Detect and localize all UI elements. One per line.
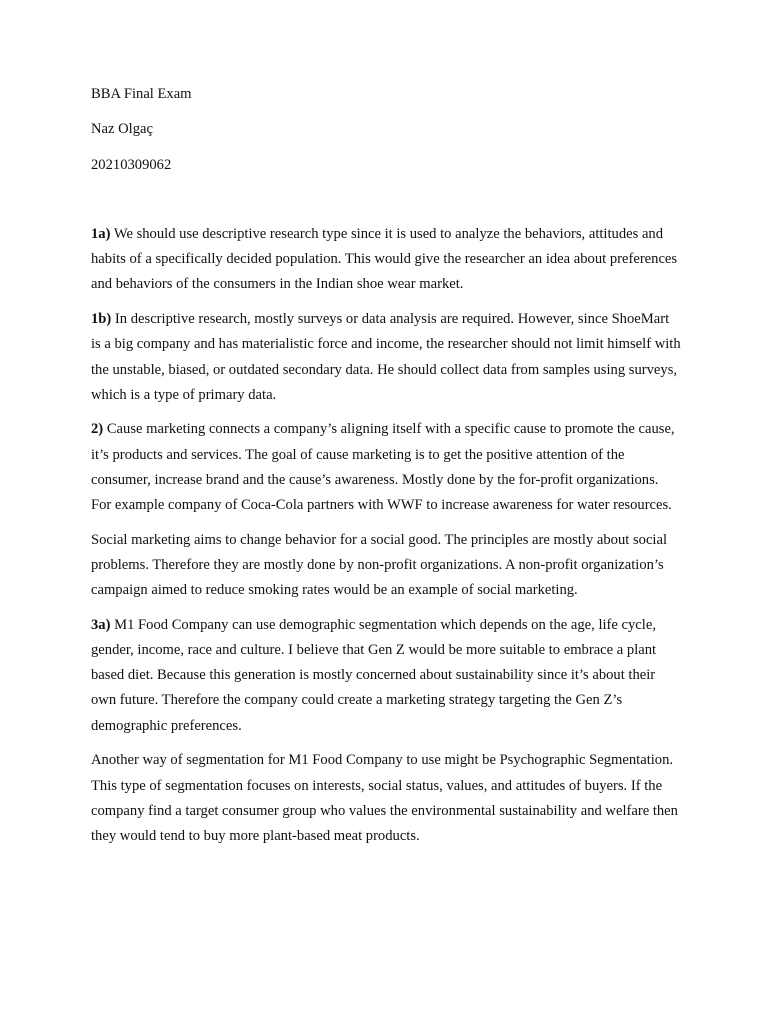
course-title: BBA Final Exam	[91, 86, 192, 102]
student-id: 20210309062	[91, 157, 172, 173]
paragraph-text: We should use descriptive research type since it is used to analyze the behaviors, attitudes and habits of a specifically decided population. This would give the researcher an idea about preferences and behaviors of the consumers in the Indian shoe wear market.	[91, 226, 678, 293]
question-label: 3a)	[91, 616, 111, 633]
student-name: Naz Olgaç	[91, 121, 153, 137]
answer-paragraph-2	[91, 417, 681, 518]
answer-paragraph-3a-psychographic	[91, 748, 681, 849]
answer-paragraph-2-social	[91, 528, 681, 604]
question-label: 1a)	[91, 226, 111, 242]
answer-paragraph-1a	[91, 222, 681, 298]
answer-paragraph-3a	[91, 613, 681, 739]
paragraph-text: Another way of segmentation for M1 Food Company to use might be Psychographic Segmentation. This type of segmentation focuses on interests, social status, values, and attitudes of buyers. If the company find a target consumer group who values the environmental sustainability and welfare then they would tend to buy more plant-based meat products.	[91, 752, 678, 844]
answers-body	[91, 222, 681, 859]
paragraph-text: In descriptive research, mostly surveys or data analysis are required. However, since ShoeMart is a big company and has materialistic force and income, the researcher should not limit himself with the unstable, biased, or outdated secondary data. He should collect data from samples using surveys, which is a type of primary data.	[91, 311, 681, 403]
paragraph-text: Social marketing aims to change behavior for a social good. The principles are mostly about social problems. Therefore they are mostly done by non-profit organizations. A non-profit organization’s campaign aimed to reduce smoking rates would be an example of social marketing.	[91, 531, 668, 599]
paragraph-text: Cause marketing connects a company’s aligning itself with a specific cause to promote the cause, it’s products and services. The goal of cause marketing is to get the positive attention of the consumer, increase brand and the cause’s awareness. Mostly done by the for-profit organizations. For example company of Coca-Cola partners with WWF to increase awareness for water resources.	[91, 421, 675, 514]
paragraph-text: M1 Food Company can use demographic segmentation which depends on the age, life cycle, gender, income, race and culture. I believe that Gen Z would be more suitable to embrace a plant based diet. Because this generation is mostly concerned about sustainability since it’s about their own future. Therefore the company could create a marketing strategy targeting the Gen Z’s demographic preferences.	[91, 616, 657, 734]
question-label: 2)	[91, 421, 104, 438]
answer-paragraph-1b	[91, 307, 681, 408]
question-label: 1b)	[91, 311, 112, 328]
